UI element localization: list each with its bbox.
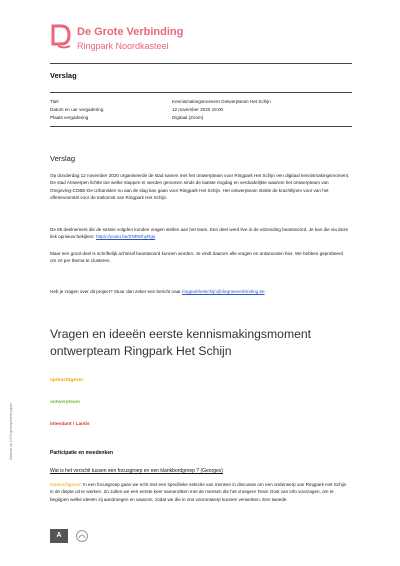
meta-divider	[50, 126, 352, 127]
meta-row-title	[50, 98, 271, 106]
report-paragraph-4	[50, 288, 350, 295]
email-link[interactable]: ringparkhetschijn@degroteverbinding.be	[182, 289, 265, 294]
paragraph-text: Heb je vragen over dit project? Stuur dan zeker een bericht naar	[50, 289, 181, 294]
report-heading: Verslag	[50, 154, 76, 163]
meta-row-place	[50, 114, 271, 122]
answer-speaker: Opdrachtgever	[50, 482, 81, 487]
legend-opdrachtgever: opdrachtgever	[50, 378, 84, 383]
footer-emblem-icon	[75, 529, 89, 543]
brand-logo	[50, 22, 210, 62]
logo-subtitle: Ringpark Noordkasteel	[77, 41, 169, 51]
side-note: Gedrukt op 100% gerecycleerd papier	[9, 402, 13, 460]
logo-mark-icon	[50, 24, 72, 50]
paragraph-end: .	[264, 289, 266, 294]
report-paragraph-3: Maar een groot deel is schriftelijk achteraf beantwoord kunnen worden. Je vindt daarom alle vragen en antwoorden hier. We hebben geprobeerd om ze per thema te clusteren.	[50, 251, 344, 264]
report-paragraph-1: Op donderdag 12 november 2020 organiseerde de stad samen met het ontwerpteam voor Ringpark Het Schijn een digitaal kennismakingsmoment. De stad Antwerpen lichtte toe welke stappen er werden genomen sinds de laatste ringdag en verduidelijkte waarom het ontwerpteam van Omgeving-COBE-De Urbanisten nu aan de slag kan gaan voor Ringpark Het Schijn. Het ontwerpteam stelde de krachtlijnen voor van het offertevoorstel voor de toekomst van Ringpark Het Schijn.	[50, 173, 350, 200]
participation-heading: Participatie en meedenken	[50, 450, 114, 456]
antwerpen-logo: A	[50, 529, 68, 543]
meta-value: 12 november 2020 19:00	[172, 107, 224, 112]
meta-row-date	[50, 106, 271, 114]
meta-key: Plaats vergadering	[50, 115, 89, 120]
logo-title: De Grote Verbinding	[77, 26, 184, 38]
section-title: Vragen en ideeën eerste kennismakingsmoment ontwerpteam Ringpark Het Schijn	[50, 327, 312, 358]
answer-text: : In een focusgroep gaan we echt met een specifieke selectie van mensen in discussie om een onderwerp van Ringpark Het Schijn in de diepte uit te werken. Zo zullen we een eerste keer samenzitten met de mensen die het vroegere Team Oost van info voorzagen, om te begrijpen welke ideeën zij aandroegen en waarom, zodat we die in ons voorontwerp kunnen verwerken. Een tweede	[50, 482, 347, 502]
header-divider	[50, 63, 352, 64]
meta-value: Kennismakingsmoment Ontwerpteam Het Schijn	[172, 99, 271, 104]
answer-paragraph	[50, 481, 350, 503]
meta-table	[50, 98, 271, 122]
meta-key: Datum en uur vergadering	[50, 107, 104, 112]
paragraph-text: De 85 deelnemers die de sessie volgden konden vragen stellen aan het team. Een deel werd live in de uitzending beantwoord. Je kan die via deze link opnieuw bekijken:	[50, 227, 349, 240]
legend-ontwerpteam: ontwerpteam	[50, 400, 80, 405]
question-text: Wat is het verschil tussen een focusgroep en een klankbordgroep ? (Georges)	[50, 468, 223, 474]
meta-value: Digitaal (Zoom)	[172, 115, 204, 120]
document-title: Verslag	[50, 71, 77, 80]
report-paragraph-2	[50, 226, 350, 241]
title-divider	[50, 92, 352, 93]
legend-intendant: intendant / Lantis	[50, 422, 90, 427]
youtube-link[interactable]: https://youtu.be/ZNR8rhyRgs	[95, 234, 156, 240]
meta-key: Titel	[50, 99, 59, 104]
